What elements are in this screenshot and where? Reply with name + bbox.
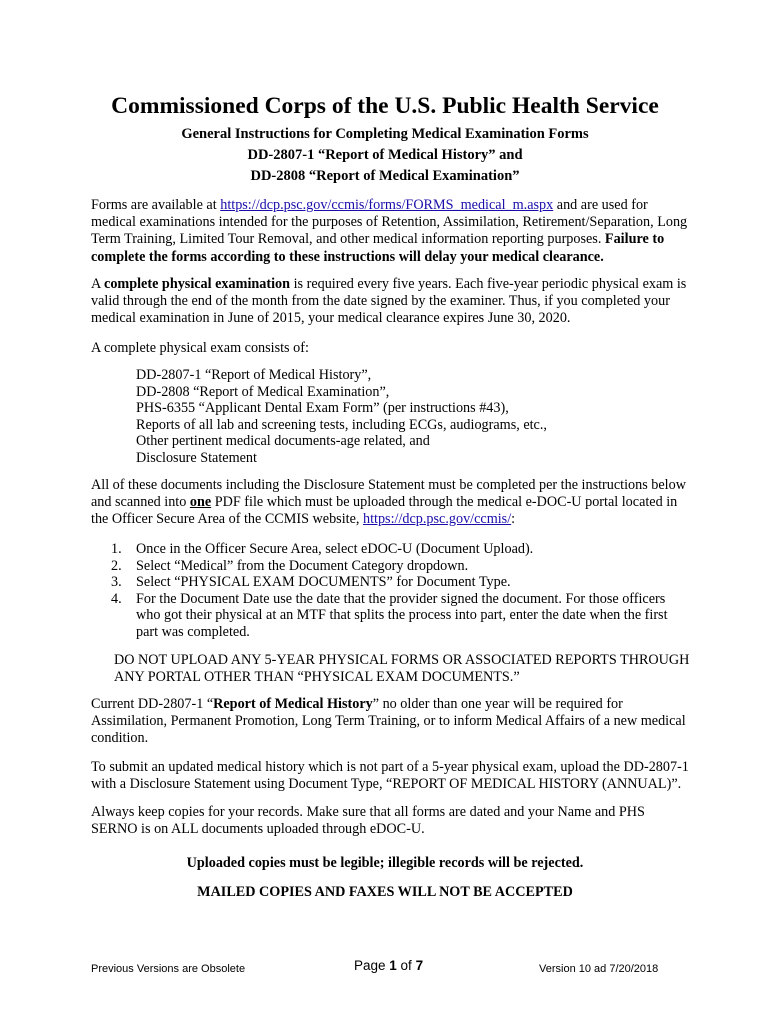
step-item	[111, 591, 691, 641]
footer-left: Previous Versions are Obsolete	[91, 963, 246, 975]
upload-text: :	[511, 511, 516, 528]
step-item	[111, 574, 691, 591]
list-item: Other pertinent medical documents-age related, and	[136, 433, 430, 449]
page-word: Page	[354, 958, 390, 973]
step-number: 2.	[111, 557, 122, 574]
history-text: Current DD-2807-1 “	[91, 696, 214, 712]
step-number: 4.	[111, 590, 122, 607]
subtitle-line: DD-2808 “Report of Medical Examination”	[250, 168, 520, 184]
intro-warning: Failure to complete the forms according to these instructions will delay your medical clearance.	[91, 231, 665, 265]
step-text: For the Document Date use the date that the provider signed the document. For those officers who got their physical at an MTF that splits the process into part, enter the date when the first part was completed.	[136, 590, 668, 640]
complete-exam-paragraph	[91, 276, 691, 328]
step-text: Select “Medical” from the Document Category dropdown.	[136, 557, 469, 574]
upload-emphasis: one	[189, 494, 212, 511]
list-item: Reports of all lab and screening tests, including ECGs, audiograms, etc.,	[136, 416, 547, 433]
step-text: Select “PHYSICAL EXAM DOCUMENTS” for Document Type.	[136, 574, 511, 590]
upload-paragraph	[91, 477, 691, 529]
complete-exam-text: A	[91, 276, 105, 292]
step-item	[111, 541, 691, 558]
intro-text: and are used for medical examinations intended for the purposes of Retention, Assimilation, Retirement/Separation, Long Term Training, Limited Tour Removal, and other medical information reporting purposes.	[91, 197, 688, 248]
subtitle-line: General Instructions for Completing Medical Examination Forms	[181, 126, 589, 142]
complete-exam-term: complete physical examination	[104, 276, 291, 292]
step-item	[111, 558, 691, 575]
step-number: 3.	[111, 574, 122, 590]
upload-text: All of these documents including the Disclosure Statement must be completed per the instructions below and scanned into	[91, 477, 686, 511]
legible-notice: Uploaded copies must be legible; illegible records will be rejected.	[186, 855, 584, 871]
list-item: DD-2808 “Report of Medical Examination”,	[136, 383, 390, 400]
intro-paragraph	[91, 197, 691, 266]
subtitle-line: DD-2807-1 “Report of Medical History” and	[247, 147, 523, 163]
list-item: PHS-6355 “Applicant Dental Exam Form” (per instructions #43),	[136, 400, 509, 416]
annual-paragraph: To submit an updated medical history which is not part of a 5-year physical exam, upload the DD-2807-1 with a Disclosure Statement using Document Type, “REPORT OF MEDICAL HISTORY (ANNUAL)”.	[91, 759, 689, 793]
footer-right: Version 10 ad 7/20/2018	[539, 963, 659, 975]
intro-text: Forms are available at	[91, 197, 221, 213]
history-text: ” no older than one year will be required for Assimilation, Permanent Promotion, Long Term Training, or to inform Medical Affairs of a new medical condition.	[91, 696, 686, 747]
upload-steps	[111, 541, 691, 640]
ccmis-link[interactable]: https://dcp.psc.gov/ccmis/	[362, 511, 512, 528]
footer-page-number	[354, 959, 423, 973]
consists-intro: A complete physical exam consists of:	[91, 340, 309, 356]
list-item: Disclosure Statement	[136, 449, 257, 466]
list-item: DD-2807-1 “Report of Medical History”,	[136, 367, 372, 383]
step-text: Once in the Officer Secure Area, select eDOC-U (Document Upload).	[136, 541, 534, 557]
upload-text: PDF file which must be uploaded through the medical e-DOC-U portal located in the Officer Secure Area of the CCMIS website,	[91, 494, 678, 528]
upload-warning: DO NOT UPLOAD ANY 5-YEAR PHYSICAL FORMS OR ASSOCIATED REPORTS THROUGH ANY PORTAL OTHER THAN “PHYSICAL EXAM DOCUMENTS.”	[114, 652, 690, 685]
page-title: Commissioned Corps of the U.S. Public Health Service	[111, 93, 659, 119]
page-total: 7	[415, 958, 424, 973]
mail-notice: MAILED COPIES AND FAXES WILL NOT BE ACCEPTED	[197, 884, 573, 900]
history-term: Report of Medical History	[213, 696, 373, 712]
of-word: of	[396, 958, 416, 973]
step-number: 1.	[111, 541, 122, 557]
complete-exam-text: is required every five years. Each five-year periodic physical exam is valid through the end of the month from the date signed by the examiner. Thus, if you completed your medical examination in June of 2015, your medical clearance expires June 30, 2020.	[91, 276, 687, 327]
forms-link[interactable]: https://dcp.psc.gov/ccmis/forms/FORMS_medical_m.aspx	[220, 197, 554, 213]
history-paragraph	[91, 696, 691, 748]
page-num: 1	[389, 958, 397, 973]
consists-list	[136, 367, 696, 466]
subtitle-block	[0, 124, 770, 187]
copies-paragraph: Always keep copies for your records. Make sure that all forms are dated and your Name and PHS SERNO is on ALL documents uploaded through eDOC-U.	[91, 804, 645, 838]
